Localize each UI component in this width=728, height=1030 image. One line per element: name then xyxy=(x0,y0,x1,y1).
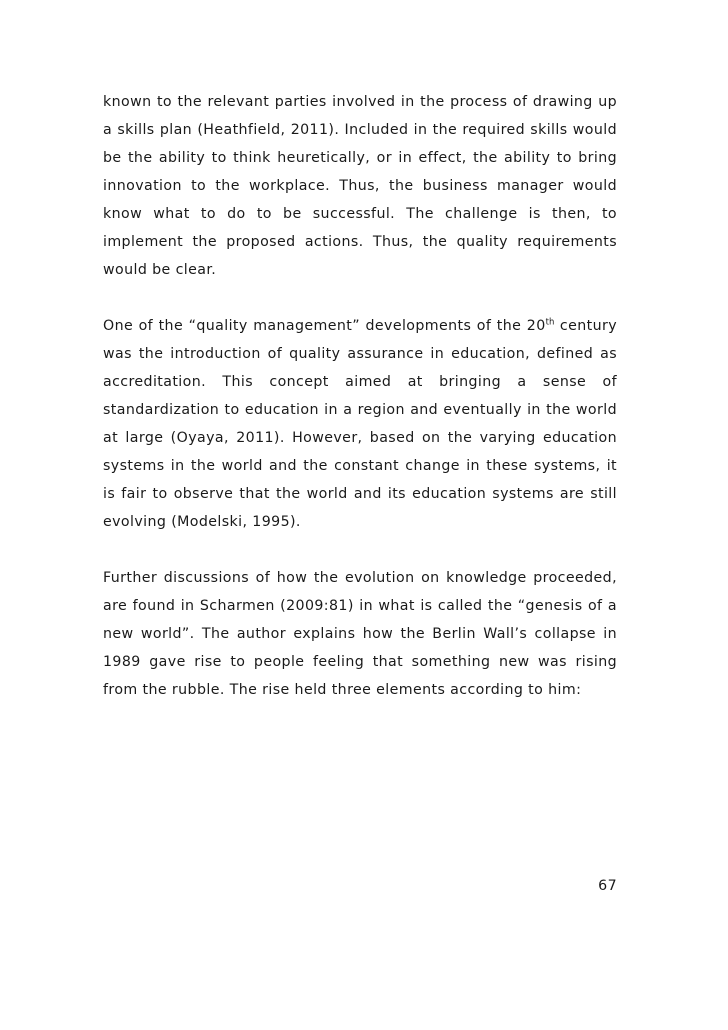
paragraph-1-text: known to the relevant parties involved in the process of drawing up a skills plan (Heathfield, 2011). Included in the required skills would be the ability to think heuretically, or in effect, the ability to bring innovation to the workplace. Thus, the business manager would know what to do to be successful. The challenge is then, to implement the proposed actions. Thus, the quality requirements would be clear. xyxy=(103,94,617,278)
paragraph-1 xyxy=(103,88,617,284)
ordinal-superscript: th xyxy=(545,317,555,328)
page-number: 67 xyxy=(598,878,617,894)
paragraph-2-text-start: One of the “quality management” developments of the 20 xyxy=(103,318,546,334)
paragraph-2 xyxy=(103,312,617,536)
body-text xyxy=(103,88,617,732)
paragraph-3 xyxy=(103,564,617,704)
paragraph-2-text-end: century was the introduction of quality assurance in education, defined as accreditation. This concept aimed at bringing a sense of standardization to education in a region and eventually in the world at large (Oyaya, 2011). However, based on the varying education systems in the world and the constant change in these systems, it is fair to observe that the world and its education systems are still evolving (Modelski, 1995). xyxy=(103,318,617,530)
paragraph-3-text: Further discussions of how the evolution on knowledge proceeded, are found in Scharmen (2009:81) in what is called the “genesis of a new world”. The author explains how the Berlin Wall’s collapse in 1989 gave rise to people feeling that something new was rising from the rubble. The rise held three elements according to him: xyxy=(103,570,617,698)
